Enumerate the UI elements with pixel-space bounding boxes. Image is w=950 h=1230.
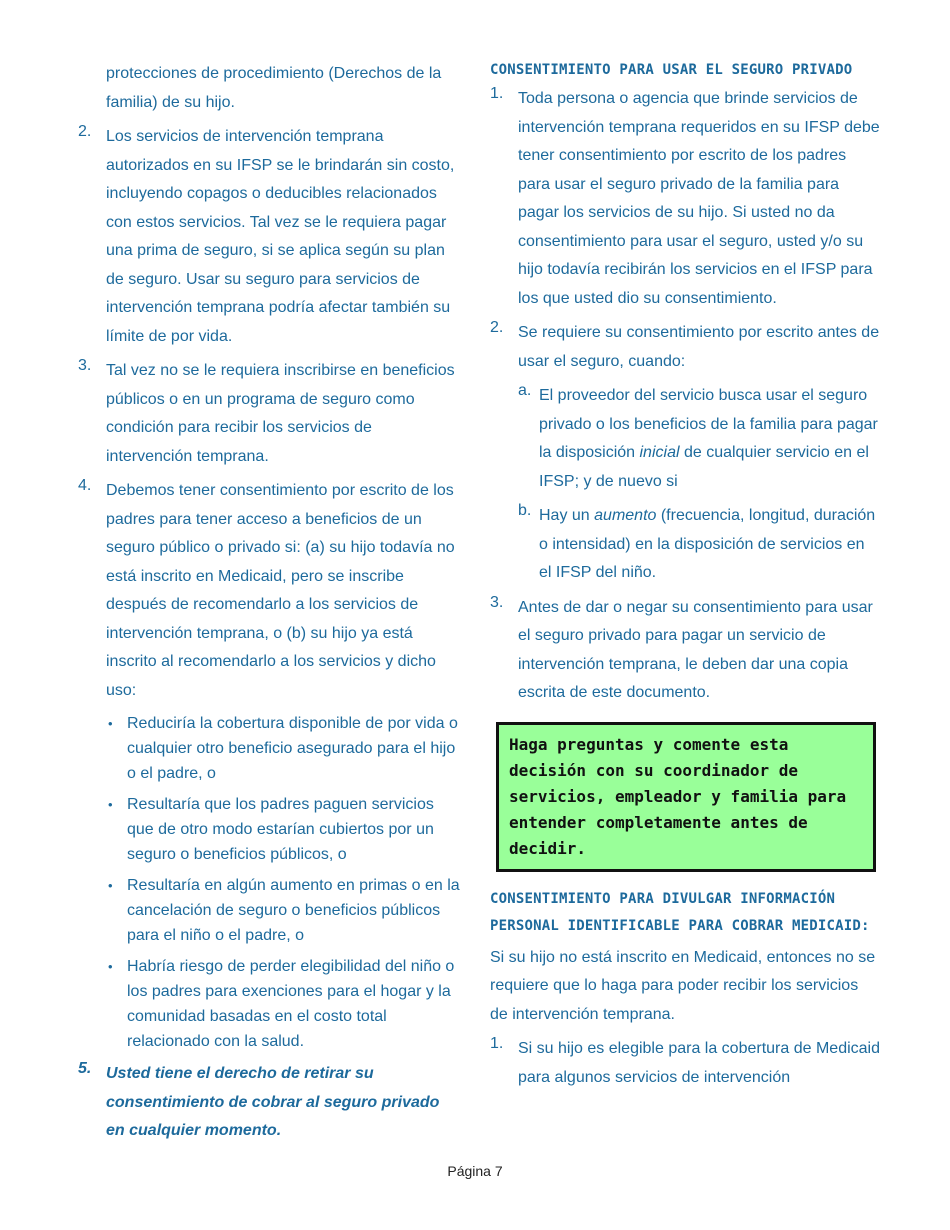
intro-continuation: protecciones de procedimiento (Derechos de la familia) de su hijo. <box>106 65 442 111</box>
bullet-icon: • <box>108 797 113 812</box>
bullet-item: • Reduciría la cobertura disponible de por vida o cualquier otro beneficio asegurado para el hijo o el padre, o <box>106 711 460 786</box>
bullet-icon: • <box>108 878 113 893</box>
bullet-list <box>106 711 460 1054</box>
consent-subitem-a: a. El proveedor del servicio busca usar el seguro privado o los beneficios de la familia para pagar la disposición inicial de cualquier servicio en el IFSP; y de nuevo si <box>518 382 878 490</box>
consent-item-1: 1. Toda persona o agencia que brinde servicios de intervención temprana requeridos en su IFSP debe tener consentimiento por escrito de los padres para usar el seguro privado de la familia para pagar los servicios de su hijo. Si usted no da consentimiento para usar el seguro, usted y/o su hijo todavía recibirán los servicios en el IFSP para los que usted dio su consentimiento. <box>490 85 880 307</box>
list-item-3: 3. Tal vez no se le requiera inscribirse en beneficios públicos o en un programa de seguro como condición para recibir los servicios de intervención temprana. <box>78 357 455 465</box>
list-item-5: 5. Usted tiene el derecho de retirar su consentimiento de cobrar al seguro privado en cualquier momento. <box>78 1060 440 1139</box>
bullet-item: • Habría riesgo de perder elegibilidad del niño o los padres para exenciones para el hogar y la comunidad basadas en el costo total relacionado con la salud. <box>106 954 460 1054</box>
bullet-item: • Resultaría que los padres paguen servicios que de otro modo estarían cubiertos por un seguro o beneficios públicos, o <box>106 792 460 867</box>
bullet-item: • Resultaría en algún aumento en primas o en la cancelación de seguro o beneficios públicos para el niño o el padre, o <box>106 873 460 948</box>
medicaid-paragraph: Si su hijo no está inscrito en Medicaid, entonces no se requiere que lo haga para poder recibir los servicios de intervención temprana. <box>490 948 876 1023</box>
list-item-4: 4. Debemos tener consentimiento por escrito de los padres para tener acceso a beneficios de un seguro público o privado si: (a) su hijo todavía no está inscrito en Medicaid, pero se inscribe después de recomendarlo a los servicios de intervención temprana, o (b) su hijo ya está inscrito al recomendarlo a los servicios y dicho uso: <box>78 477 455 699</box>
heading-private-insurance: CONSENTIMIENTO PARA USAR EL SEGURO PRIVADO <box>490 62 853 78</box>
list-item-2: 2. Los servicios de intervención temprana autorizados en su IFSP se le brindarán sin costo, incluyendo copagos o deducibles relacionados con estos servicios. Tal vez se le requiera pagar una prima de seguro, si se aplica según su plan de seguro. Usar su seguro para servicios de intervención temprana podría afectar también su límite de por vida. <box>78 123 455 345</box>
medicaid-item-1: 1. Si su hijo es elegible para la cobertura de Medicaid para algunos servicios de intervención <box>490 1035 880 1086</box>
left-column <box>78 60 460 1152</box>
bullet-icon: • <box>108 959 113 974</box>
heading-medicaid-disclosure: CONSENTIMIENTO PARA DIVULGAR INFORMACIÓN PERSONAL IDENTIFICABLE PARA COBRAR MEDICAID: <box>490 890 870 934</box>
page-number: Página 7 <box>447 1163 503 1179</box>
consent-item-2: 2. Se requiere su consentimiento por escrito antes de usar el seguro, cuando: <box>490 319 880 370</box>
callout-box: Haga preguntas y comente esta decisión con su coordinador de servicios, empleador y familia para entender completamente antes de decidir. <box>496 722 876 872</box>
consent-item-3: 3. Antes de dar o negar su consentimiento para usar el seguro privado para pagar un servicio de intervención temprana, le deben dar una copia escrita de este documento. <box>490 593 873 701</box>
consent-subitem-b: b. Hay un aumento (frecuencia, longitud, duración o intensidad) en la disposición de servicios en el IFSP del niño. <box>518 502 876 581</box>
right-column <box>490 60 880 1098</box>
bullet-icon: • <box>108 716 113 731</box>
